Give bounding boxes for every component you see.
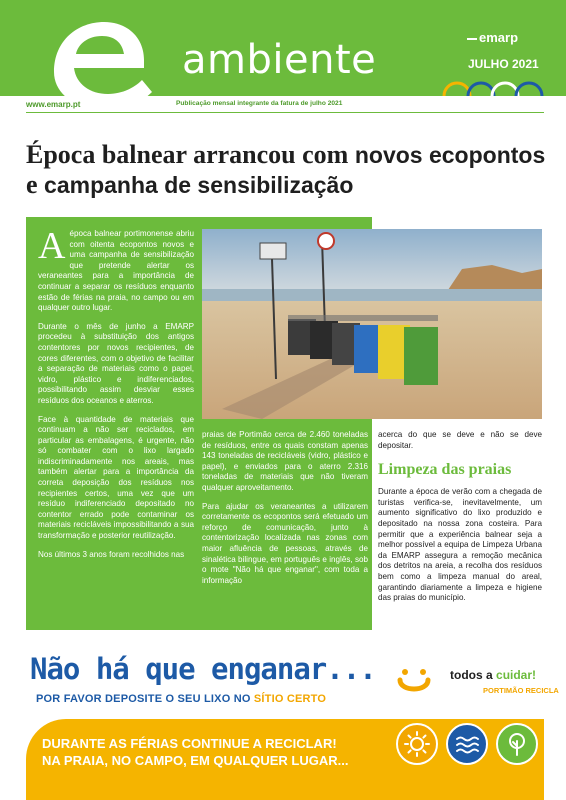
beach-ecopoints-photo [202, 229, 542, 419]
edition-date: JULHO 2021 [468, 57, 539, 71]
emarp-e-logo-icon [40, 14, 160, 96]
paragraph: Durante o mês de junho a EMARP procedeu à substituição dos antigos contentores por novos recipientes, de cores diferentes, com o objetivo de facilitar a separação de materiais como o papel, vidro, plástico e indiferenciados, possibilitando assim desviar esses resíduos dos oceanos e aterros. [38, 321, 194, 405]
article-column-3 [378, 430, 542, 612]
tree-icon [496, 723, 538, 765]
brand-dash-icon [467, 38, 477, 40]
colored-rings-icon [441, 74, 545, 96]
campaign-subtitle: POR FAVOR DEPOSITE O SEU LIXO NO SÍTIO CERTO [36, 693, 327, 705]
paragraph: Face à quantidade de materiais que continuam a não ser reciclados, em particular as embalagens, é urgente, não só combater com o lixo largado indiscriminadamente nos areais, mas também alertar para a importância da correta deposição dos resíduos nos recipientes certos, uma vez que um resíduo indiferenciado depositado no contentor errado pode contaminar os materiais recicláveis impossibilitando a sua transformação e posterior reutilização. [38, 414, 194, 541]
paragraph: praias de Portimão cerca de 2.460 toneladas de resíduos, entre os quais constam apenas 143 toneladas de recicláveis (vidro, plástico e papel), e enviados para o aterro 2.316 toneladas de materiais que não tiveram qualquer aproveitamento. [202, 430, 368, 492]
beach-photo-illustration [202, 229, 542, 419]
header-divider [26, 112, 544, 113]
masthead-title: ambiente [182, 37, 377, 83]
paragraph: Nos últimos 3 anos foram recolhidos nas [38, 549, 185, 559]
smile-logo-icon [396, 664, 432, 700]
section-heading: Limpeza das praias [378, 461, 512, 479]
paragraph: Aépoca balnear portimonense abriu com oitenta ecopontos novos e uma campanha de sensibilização que pretende alertar os veraneantes para a importância de continuar a separar os resíduos enquanto estão de férias na praia, no campo ou em qualquer outro lugar. [38, 225, 194, 313]
slogan-subtitle: PORTIMÃO RECICLA [483, 686, 559, 695]
wave-icon [446, 723, 488, 765]
article-title: Época balnear arrancou com novos ecopontos e campanha de sensibilização [26, 140, 546, 199]
paragraph: acerca do que se deve e não se deve depositar. [378, 430, 542, 450]
dropcap: A [38, 225, 66, 267]
article-column-2 [202, 430, 368, 594]
publication-note: Publicação mensal integrante da fatura de julho 2021 [176, 100, 343, 107]
masthead-banner [0, 0, 566, 96]
sun-icon [396, 723, 438, 765]
article-column-1 [38, 225, 194, 568]
paragraph: Para ajudar os veraneantes a utilizarem corretamente os ecopontos será efetuado um reforço de comunicação, junto à contentorização localizada nas zonas com maior afluência de pessoas, através de sinalética bilingue, em português e inglês, sob o mote "Não há que enganar", com toda a informação [202, 501, 368, 585]
slogan: todos a cuidar! [450, 668, 537, 682]
paragraph: Durante a época de verão com a chegada de turistas verifica-se, inevitavelmente, um aumento significativo do lixo produzido e depositado na nossa zona costeira. Para permitir que a experiência balnear seja a melhor possível a equipa de Limpeza Urbana da EMARP assegura a remoção mecânica dos detritos na areia, a recolha dos resíduos bem como a limpeza manual do areal, garantindo diariamente a limpeza e higiene das praias do município. [378, 487, 542, 603]
campaign-title: Não há que enganar... [30, 652, 376, 686]
emarp-brand: emarp [467, 30, 518, 45]
footer-message: DURANTE AS FÉRIAS CONTINUE A RECICLAR! NA PRAIA, NO CAMPO, EM QUALQUER LUGAR... [42, 736, 349, 768]
website-link[interactable]: www.emarp.pt [26, 100, 81, 109]
